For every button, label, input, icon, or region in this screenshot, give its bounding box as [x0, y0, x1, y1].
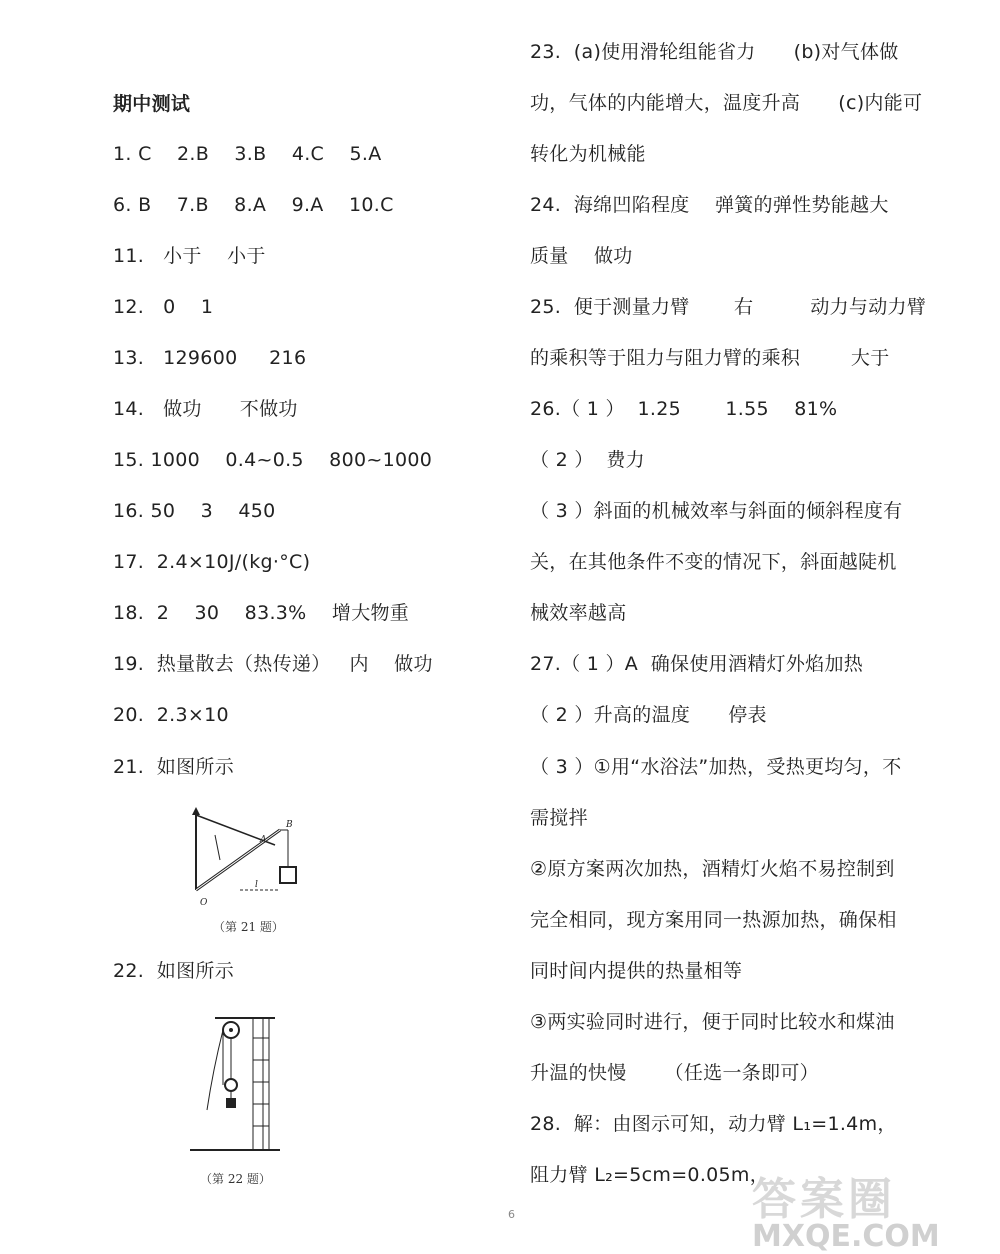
- answer-line-12: 12. 0 1: [113, 296, 214, 318]
- answer-line-6: 6. B 7.B 8.A 9.A 10.C: [113, 194, 394, 216]
- answer-line-26e: 械效率越高: [530, 602, 627, 624]
- answer-line-20: 20. 2.3×10: [113, 704, 229, 726]
- answer-line-27b: （ 2 ）升高的温度 停表: [530, 704, 767, 726]
- watermark-en: MXQE.COM: [752, 1219, 940, 1254]
- answer-line-1: 1. C 2.B 3.B 4.C 5.A: [113, 143, 382, 165]
- answer-line-25b: 的乘积等于阻力与阻力臂的乘积 大于: [530, 347, 890, 369]
- answer-line-18: 18. 2 30 83.3% 增大物重: [113, 602, 410, 624]
- answer-line-27a: 27.（ 1 ）A 确保使用酒精灯外焰加热: [530, 653, 864, 675]
- answer-line-27g: 同时间内提供的热量相等: [530, 960, 743, 982]
- answer-line-14: 14. 做功 不做功: [113, 398, 298, 420]
- fig21-label-a: A: [260, 835, 267, 845]
- fig21-label-l: l: [255, 880, 258, 890]
- answer-line-24b: 质量 做功: [530, 245, 633, 267]
- answer-line-24a: 24. 海绵凹陷程度 弹簧的弹性势能越大: [530, 194, 889, 216]
- page-number: 6: [508, 1208, 515, 1221]
- answer-line-17: 17. 2.4×10J/(kg·°C): [113, 551, 311, 573]
- answer-line-22: 22. 如图所示: [113, 960, 234, 982]
- pulley-diagram: [185, 1010, 285, 1165]
- answer-line-19: 19. 热量散去（热传递） 内 做功: [113, 653, 433, 675]
- watermark-logo: [752, 1163, 992, 1254]
- answer-line-11: 11. 小于 小于: [113, 245, 266, 267]
- answer-line-16: 16. 50 3 450: [113, 500, 276, 522]
- answer-line-23b: 功，气体的内能增大，温度升高 (c)内能可: [530, 92, 923, 114]
- answer-line-26a: 26.（ 1 ） 1.25 1.55 81%: [530, 398, 838, 420]
- answer-line-27f: 完全相同，现方案用同一热源加热，确保相: [530, 909, 897, 931]
- answer-line-27d: 需搅拌: [530, 807, 588, 829]
- fig21-label-b: B: [286, 820, 293, 830]
- answer-line-27h: ③两实验同时进行，便于同时比较水和煤油: [530, 1011, 895, 1033]
- answer-line-23c: 转化为机械能: [530, 143, 646, 165]
- answer-line-28b: 阻力臂 L₂=5cm=0.05m，: [530, 1164, 770, 1186]
- answer-line-27e: ②原方案两次加热，酒精灯火焰不易控制到: [530, 858, 895, 880]
- answer-line-28a: 28. 解：由图示可知，动力臂 L₁=1.4m，: [530, 1113, 897, 1135]
- figure-21-caption: （第 21 题）: [213, 920, 284, 934]
- fig21-label-o: O: [200, 898, 208, 908]
- lever-diagram: [180, 805, 310, 910]
- answer-line-27c: （ 3 ）①用“水浴法”加热，受热更均匀，不: [530, 756, 902, 778]
- answer-line-23a: 23. (a)使用滑轮组能省力 (b)对气体做: [530, 41, 899, 63]
- answer-line-26b: （ 2 ） 费力: [530, 449, 645, 471]
- answer-line-26d: 关，在其他条件不变的情况下，斜面越陡机: [530, 551, 897, 573]
- answer-line-13: 13. 129600 216: [113, 347, 307, 369]
- answer-line-25a: 25. 便于测量力臂 右 动力与动力臂: [530, 296, 927, 318]
- answer-line-27i: 升温的快慢 （任选一条即可）: [530, 1062, 819, 1084]
- watermark-cn: 答案圈: [752, 1174, 896, 1225]
- section-heading: 期中测试: [113, 93, 191, 115]
- answer-line-21: 21. 如图所示: [113, 756, 234, 778]
- answer-line-26c: （ 3 ）斜面的机械效率与斜面的倾斜程度有: [530, 500, 903, 522]
- figure-22-caption: （第 22 题）: [200, 1172, 271, 1186]
- answer-line-15: 15. 1000 0.4~0.5 800~1000: [113, 449, 433, 471]
